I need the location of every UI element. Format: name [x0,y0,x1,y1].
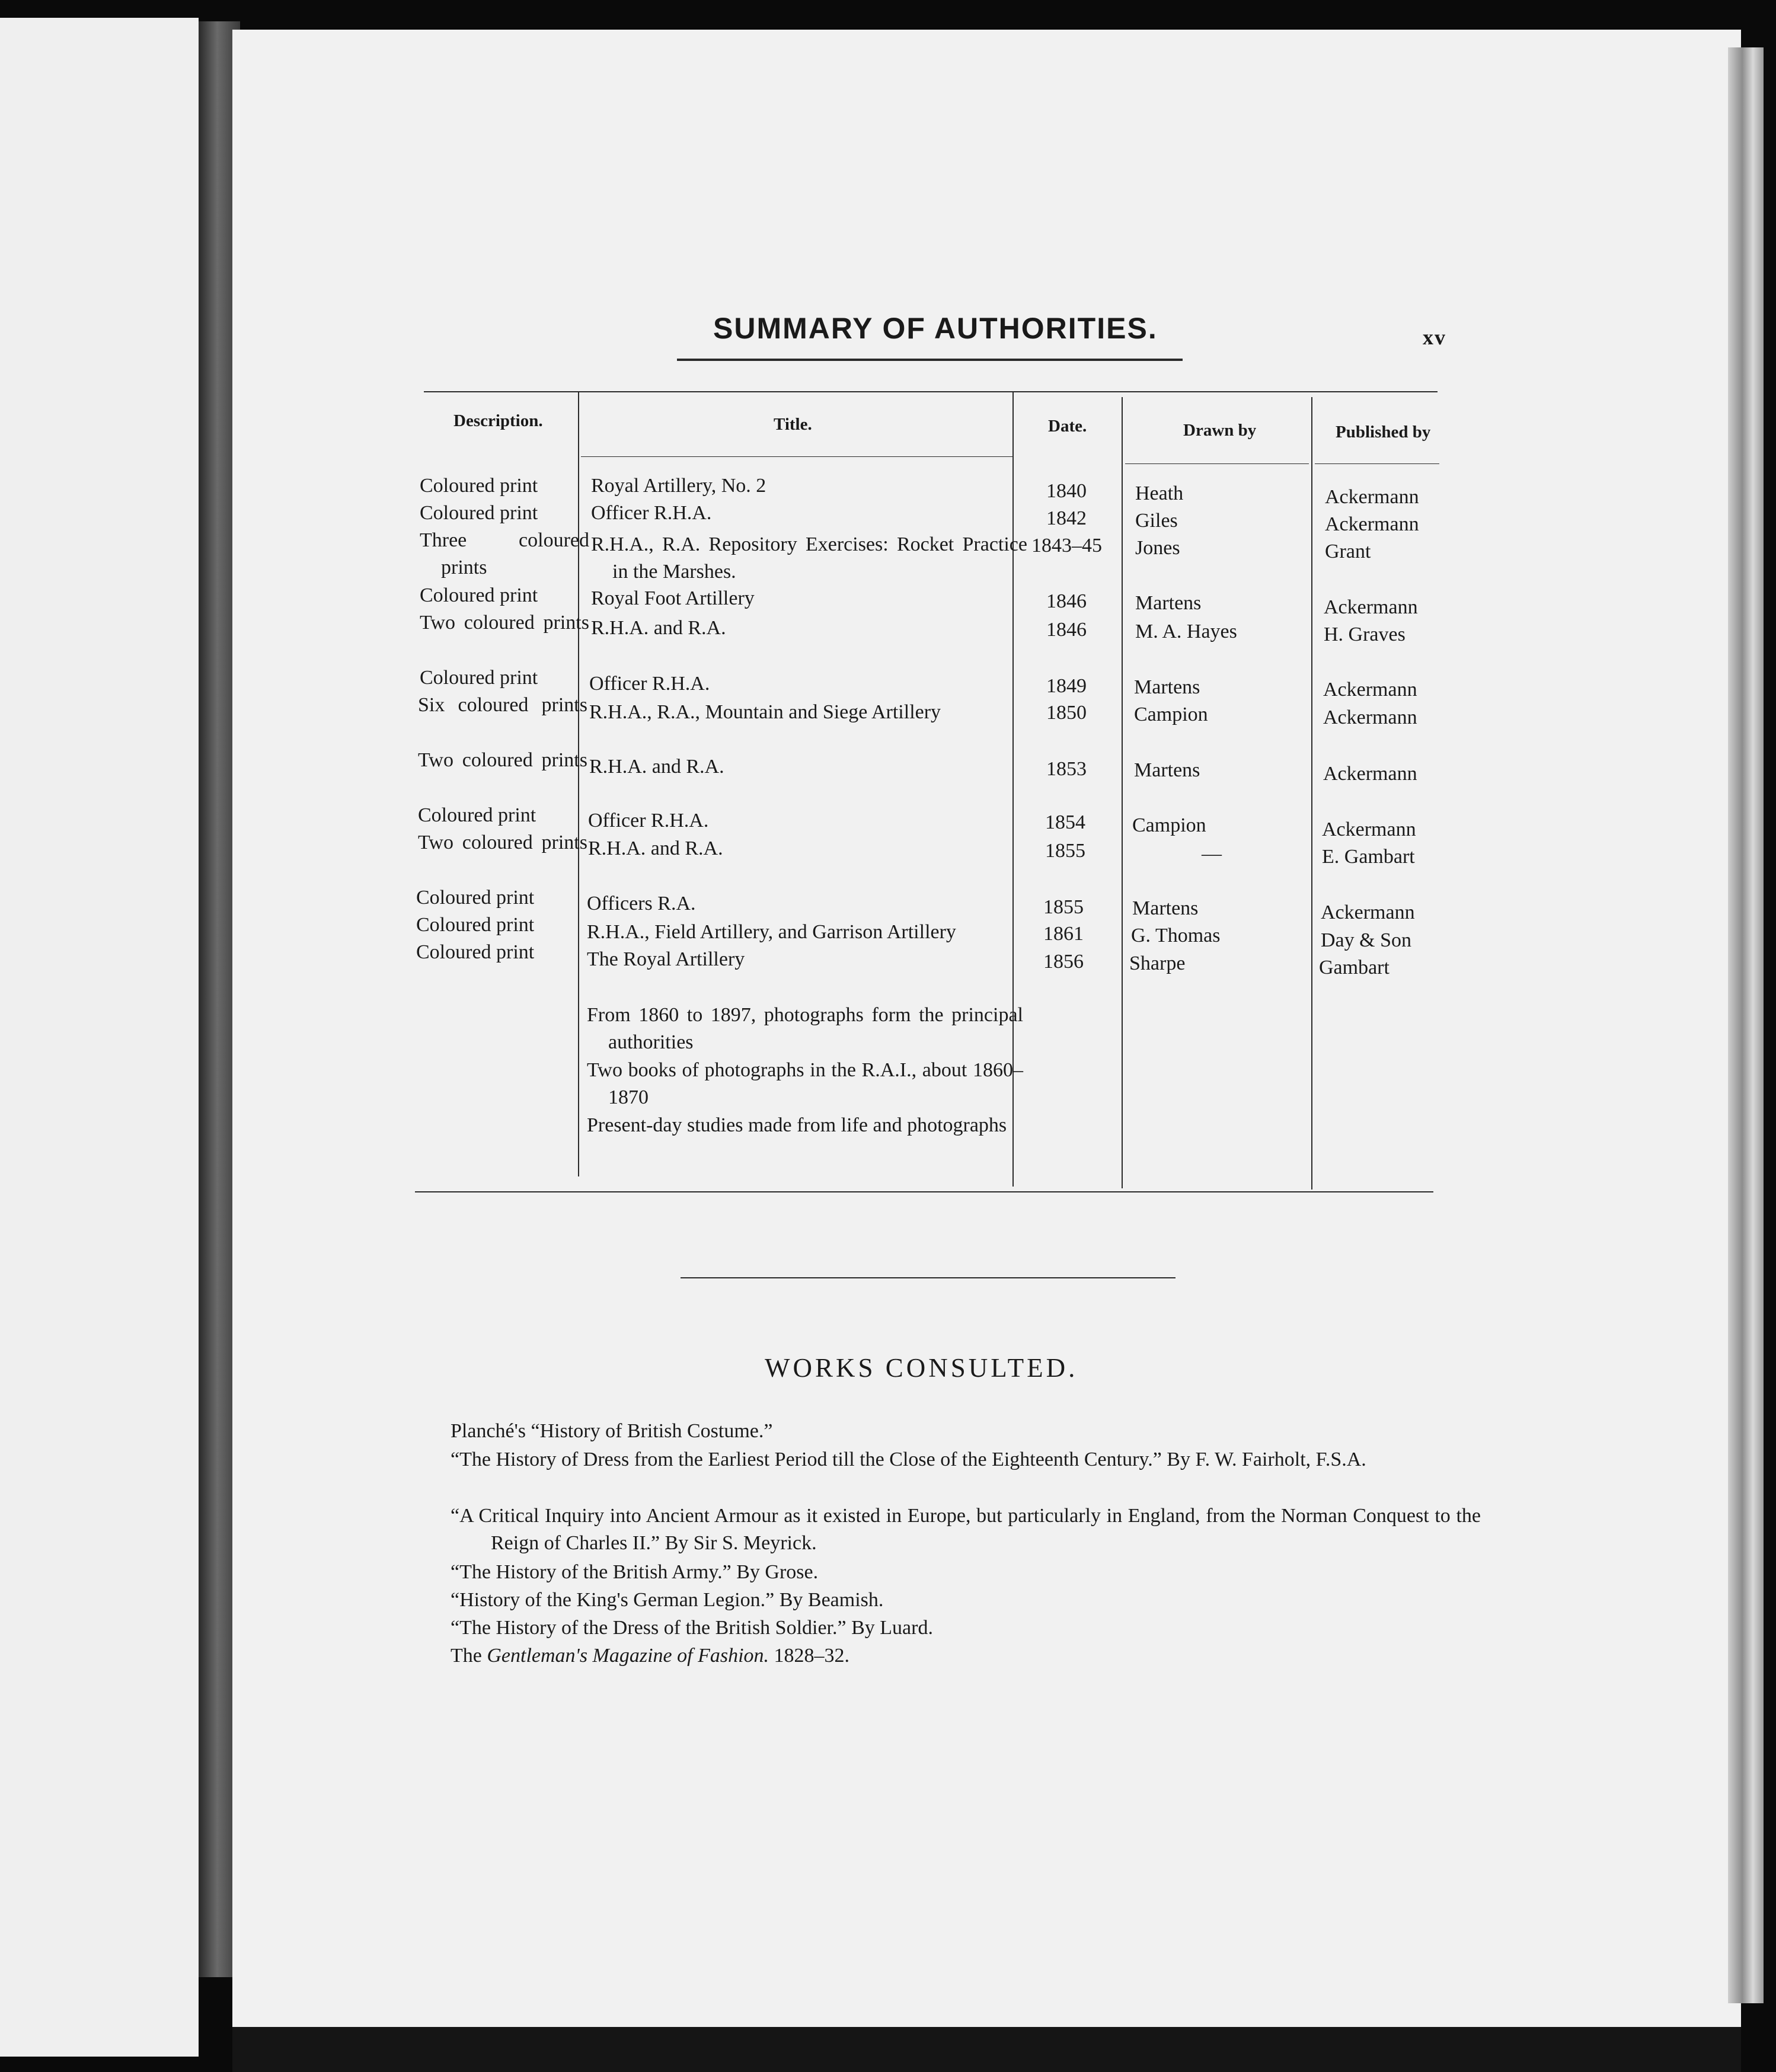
row-4-title: Royal Foot Artillery [591,587,755,609]
row-10-drawn-by: — [1202,843,1222,865]
work-item: “The History of the British Army.” By Grose. [451,1561,819,1583]
row-12-published-by: Day & Son [1321,929,1411,951]
work-item: “History of the King's German Legion.” By Beamish. [451,1589,884,1611]
page-number: xv [1423,325,1446,349]
row-8-drawn-by: Martens [1134,759,1200,781]
header-date: Date. [1048,417,1087,436]
row-13-description: Coloured print [416,941,535,963]
note-present-day-studies: Present-day studies made from life and photographs [587,1114,1007,1136]
row-13-drawn-by: Sharpe [1129,952,1186,974]
row-8-title: R.H.A. and R.A. [589,756,724,778]
table-top-rule [424,391,1438,392]
row-9-description: Coloured print [418,804,536,826]
work-item: “The History of the Dress of the British Soldier.” By Luard. [451,1617,933,1639]
note-photographs: From 1860 to 1897, photographs form the principal authorities [587,1004,1023,1053]
row-7-description: Six coloured prints [418,694,587,716]
work-item: Planché's “History of British Costume.” [451,1420,773,1442]
row-8-date: 1853 [1046,758,1087,780]
drawn-header-rule [1125,463,1309,464]
row-9-date: 1854 [1045,811,1085,833]
column-divider [578,392,579,1176]
row-2-title: Officer R.H.A. [591,502,712,524]
published-header-rule [1315,463,1439,464]
row-2-date: 1842 [1046,507,1087,529]
row-9-title: Officer R.H.A. [588,810,709,832]
row-4-description: Coloured print [420,584,538,606]
header-title: Title. [774,415,812,434]
row-5-title: R.H.A. and R.A. [591,617,726,639]
row-6-description: Coloured print [420,667,538,689]
row-1-drawn-by: Heath [1135,482,1184,504]
magazine-title: Gentleman's Magazine of Fashion. [487,1645,769,1667]
row-2-published-by: Ackermann [1325,513,1419,535]
row-13-title: The Royal Artillery [587,948,745,970]
row-5-description: Two coloured prints [420,612,589,634]
row-9-published-by: Ackermann [1322,818,1416,840]
row-10-description: Two coloured prints [418,832,587,853]
row-10-date: 1855 [1045,840,1085,862]
row-12-date: 1861 [1043,923,1084,945]
row-1-date: 1840 [1046,480,1087,502]
title-header-rule [581,456,1014,457]
row-11-drawn-by: Martens [1132,897,1199,919]
row-1-title: Royal Artillery, No. 2 [591,475,766,497]
row-4-date: 1846 [1046,590,1087,612]
header-drawn-by: Drawn by [1183,421,1257,440]
row-8-published-by: Ackermann [1323,763,1417,785]
work-item [451,1642,1481,1670]
row-11-published-by: Ackermann [1321,901,1415,923]
works-consulted-title: WORKS CONSULTED. [765,1353,1078,1383]
column-divider [1311,397,1312,1190]
row-4-published-by: Ackermann [1324,596,1418,618]
row-7-drawn-by: Campion [1134,704,1208,725]
row-3-drawn-by: Jones [1135,537,1180,559]
row-1-description: Coloured print [420,475,538,497]
heading-underline [677,359,1183,361]
header-published-by: Published by [1336,423,1431,442]
row-5-published-by: H. Graves [1324,623,1406,645]
scan-shadow [232,2027,1741,2072]
work-item: “A Critical Inquiry into Ancient Armour as it existed in Europe, but particularly in England, from the Norman Conquest to the Reign of Charles II.” By Sir S. Meyrick. [451,1505,1481,1554]
row-11-date: 1855 [1043,896,1084,918]
page-heading: SUMMARY OF AUTHORITIES. [713,312,1158,345]
section-divider [681,1277,1176,1278]
row-12-description: Coloured print [416,914,535,936]
row-2-drawn-by: Giles [1135,510,1178,532]
row-2-description: Coloured print [420,502,538,524]
row-7-published-by: Ackermann [1323,706,1417,728]
row-11-title: Officers R.A. [587,893,696,915]
row-6-drawn-by: Martens [1134,676,1200,698]
row-7-title: R.H.A., R.A., Mountain and Siege Artillery [589,701,941,723]
row-7-date: 1850 [1046,702,1087,724]
row-6-title: Officer R.H.A. [589,673,710,695]
row-6-date: 1849 [1046,675,1087,697]
note-photograph-books: Two books of photographs in the R.A.I., about 1860–1870 [587,1059,1023,1108]
header-description: Description. [453,411,543,430]
row-13-date: 1856 [1043,951,1084,973]
table-bottom-rule [415,1191,1433,1192]
row-12-drawn-by: G. Thomas [1131,925,1221,947]
page-edge [1728,47,1764,2003]
facing-page [0,18,199,2057]
row-4-drawn-by: Martens [1135,592,1202,614]
row-9-drawn-by: Campion [1132,814,1206,836]
row-5-drawn-by: M. A. Hayes [1135,621,1237,642]
row-3-description: Three coloured prints [420,529,589,578]
column-divider [1122,397,1123,1188]
row-6-published-by: Ackermann [1323,679,1417,701]
row-3-title: R.H.A., R.A. Repository Exercises: Rocket Practice in the Marshes. [591,533,1027,583]
row-3-published-by: Grant [1325,541,1371,562]
row-13-published-by: Gambart [1319,957,1390,979]
work-item-date: 1828–32. [769,1645,850,1667]
row-5-date: 1846 [1046,619,1087,641]
work-item: “The History of Dress from the Earliest Period till the Close of the Eighteenth Century.” By F. W. Fairholt, F.S.A. [451,1449,1366,1470]
row-12-title: R.H.A., Field Artillery, and Garrison Artillery [587,921,956,943]
row-8-description: Two coloured prints [418,749,587,771]
row-10-title: R.H.A. and R.A. [588,837,723,859]
row-3-date: 1843–45 [1031,535,1102,557]
work-item-prefix: The [451,1645,487,1667]
row-10-published-by: E. Gambart [1322,846,1415,868]
row-1-published-by: Ackermann [1325,486,1419,508]
row-11-description: Coloured print [416,887,535,909]
